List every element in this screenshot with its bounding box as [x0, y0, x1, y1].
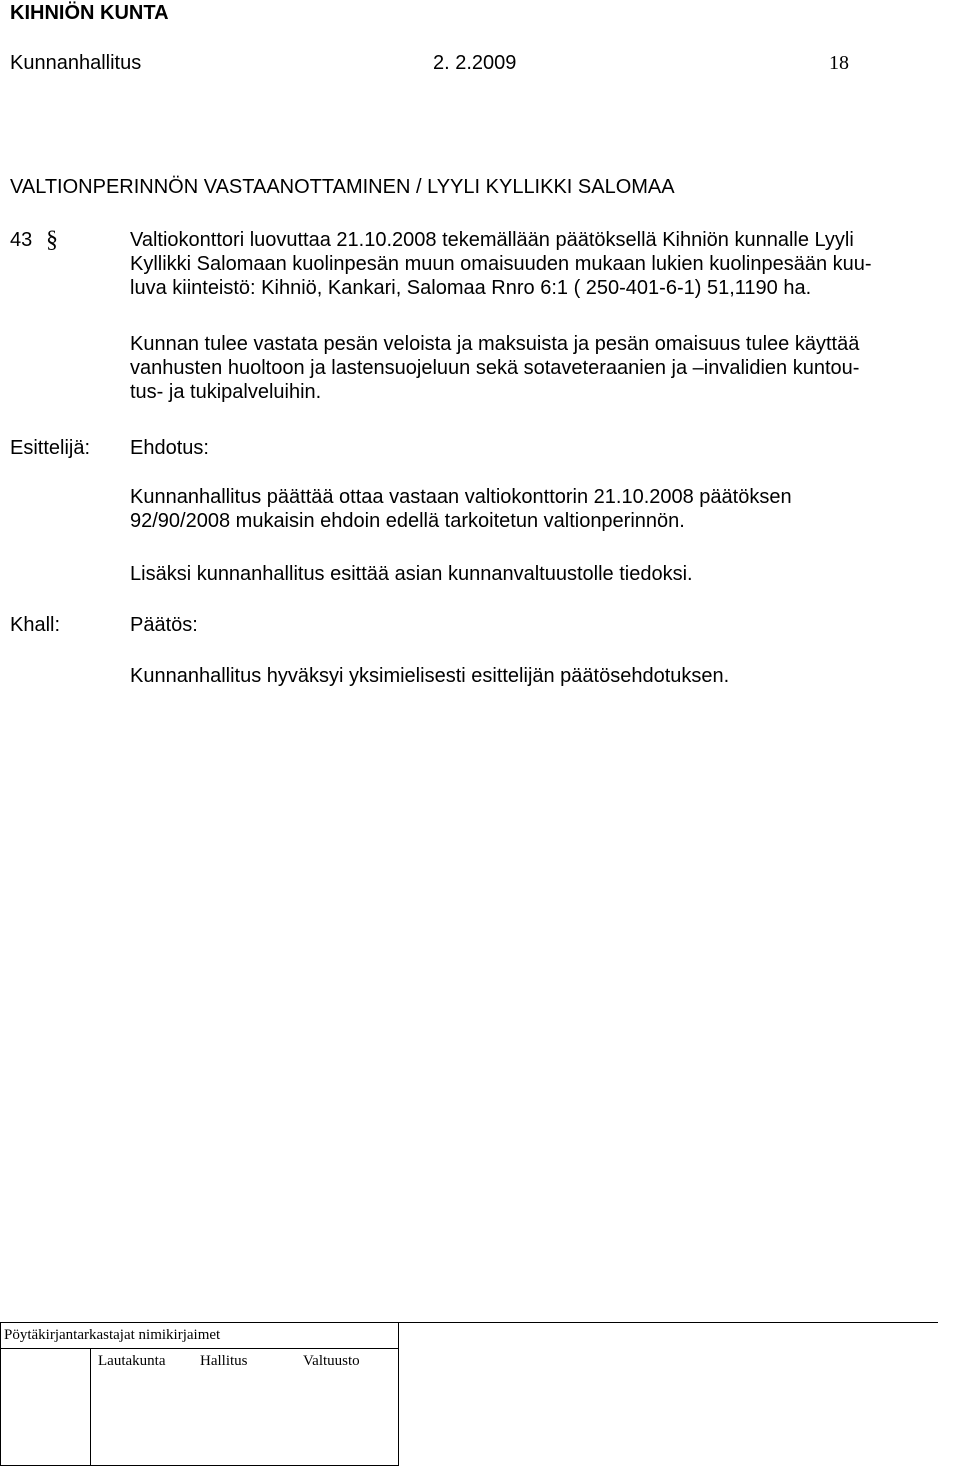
municipality-name: KIHNIÖN KUNTA: [10, 2, 169, 24]
additional-paragraph: [130, 562, 930, 586]
footer-left-rule: [0, 1322, 1, 1466]
footer-col-rule: [90, 1348, 91, 1465]
proposal-paragraph: [130, 485, 930, 533]
board-name: Kunnanhallitus: [10, 52, 142, 74]
footer-col-lautakunta: Lautakunta: [98, 1353, 166, 1369]
presenter-label: Esittelijä:: [10, 437, 91, 459]
intro-paragraph: [130, 228, 930, 300]
decision-label: Päätös:: [130, 614, 198, 636]
footer-col-hallitus: Hallitus: [200, 1353, 248, 1369]
condition-line: Kunnan tulee vastata pesän veloista ja maksuista ja pesän omaisuus tulee käyttää: [130, 333, 860, 355]
additional-line: Lisäksi kunnanhallitus esittää asian kunnanvaltuustolle tiedoksi.: [130, 563, 693, 585]
footer-col-valtuusto: Valtuusto: [303, 1353, 360, 1369]
conditions-paragraph: [130, 332, 930, 404]
condition-line: tus- ja tukipalveluihin.: [130, 381, 322, 403]
section-sign: §: [46, 227, 58, 253]
signature-footer: [0, 1322, 960, 1470]
footer-label-rule: [0, 1348, 398, 1349]
board-label: Khall:: [10, 614, 61, 636]
footer-top-rule: [0, 1322, 938, 1323]
intro-line: luva kiinteistö: Kihniö, Kankari, Salomaa Rnro 6:1 ( 250-401-6-1) 51,1190 ha.: [130, 277, 812, 299]
page-number: 18: [829, 52, 849, 74]
footer-bottom-rule: [0, 1465, 398, 1466]
condition-line: vanhusten huoltoon ja lastensuojeluun sekä sotaveteraanien ja –invalidien kuntou-: [130, 357, 860, 379]
item-title: VALTIONPERINNÖN VASTAANOTTAMINEN / LYYLI KYLLIKKI SALOMAA: [10, 176, 675, 198]
decision-paragraph: [130, 664, 930, 688]
intro-line: Valtiokonttori luovuttaa 21.10.2008 tekemällään päätöksellä Kihniön kunnalle Lyyli: [130, 229, 854, 251]
section-number: 43: [10, 229, 33, 251]
footer-right-rule: [398, 1322, 399, 1466]
proposal-line: 92/90/2008 mukaisin ehdoin edellä tarkoitetun valtionperinnön.: [130, 510, 685, 532]
proposal-label: Ehdotus:: [130, 437, 209, 459]
intro-line: Kyllikki Salomaan kuolinpesän muun omaisuuden mukaan lukien kuolinpesään kuu-: [130, 253, 872, 275]
signatures-label: Pöytäkirjantarkastajat nimikirjaimet: [4, 1327, 221, 1343]
decision-line: Kunnanhallitus hyväksyi yksimielisesti esittelijän päätösehdotuksen.: [130, 665, 730, 687]
meeting-date: 2. 2.2009: [433, 52, 517, 74]
proposal-line: Kunnanhallitus päättää ottaa vastaan valtiokonttorin 21.10.2008 päätöksen: [130, 486, 792, 508]
